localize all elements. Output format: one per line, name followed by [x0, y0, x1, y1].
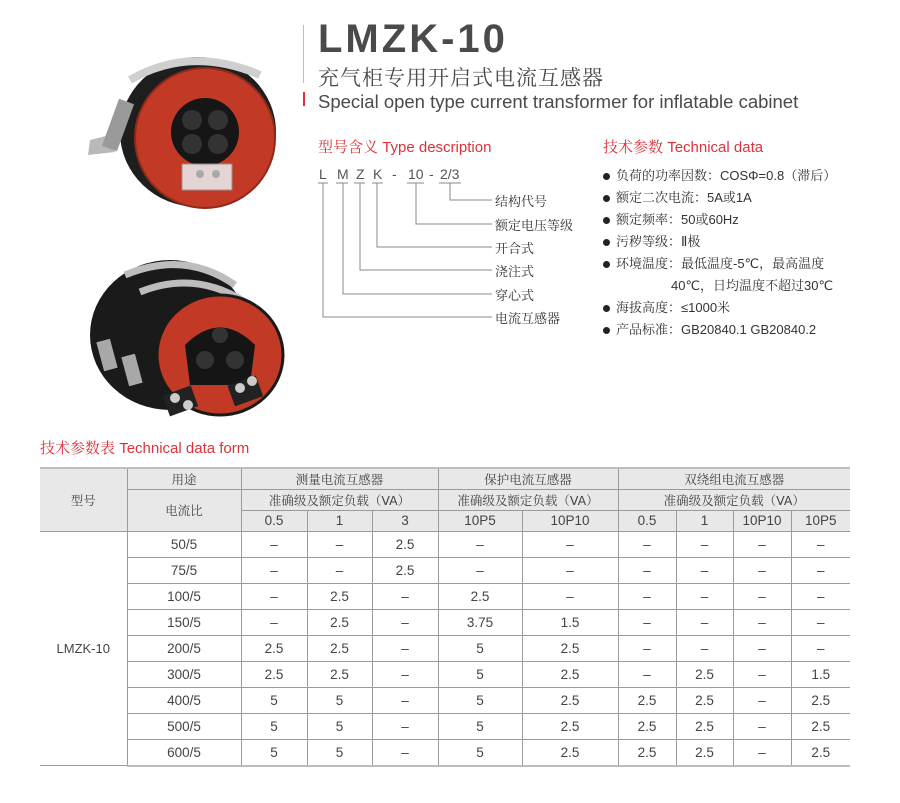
table-row: [40, 714, 850, 740]
value-cell: –: [438, 557, 522, 583]
table-row: [40, 661, 850, 687]
table-row: [40, 740, 850, 766]
type-code-diagram: [310, 160, 600, 330]
value-cell: –: [522, 583, 618, 609]
value-cell: 5: [307, 688, 372, 714]
label-split-core: 开合式: [495, 242, 535, 257]
ratio-cell: 400/5: [127, 688, 241, 714]
table-row: [40, 583, 850, 609]
value-cell: 2.5: [241, 635, 307, 661]
value-cell: 2.5: [522, 635, 618, 661]
value-cell: –: [372, 635, 438, 661]
value-cell: 2.5: [676, 714, 733, 740]
col-header: 1: [676, 510, 733, 531]
col-header: 10P10: [733, 510, 791, 531]
technical-data-list: [603, 165, 883, 341]
value-cell: –: [618, 531, 676, 557]
value-cell: 5: [241, 688, 307, 714]
value-cell: –: [676, 557, 733, 583]
value-cell: –: [241, 557, 307, 583]
ratio-cell: 75/5: [127, 557, 241, 583]
value-cell: –: [618, 557, 676, 583]
value-cell: –: [522, 531, 618, 557]
product-title-cn: 充气柜专用开启式电流互感器: [318, 66, 604, 90]
value-cell: 1.5: [791, 661, 850, 687]
value-cell: 2.5: [676, 688, 733, 714]
value-cell: –: [372, 609, 438, 635]
title-accent-bar: [303, 92, 305, 106]
model-cell: LMZK-10: [40, 531, 127, 766]
value-cell: 5: [241, 740, 307, 766]
value-cell: –: [307, 557, 372, 583]
value-cell: 5: [438, 661, 522, 687]
value-cell: 2.5: [307, 635, 372, 661]
header-group-dual-winding: 双绕组电流互感器: [618, 468, 850, 489]
value-cell: 5: [438, 740, 522, 766]
value-cell: –: [618, 609, 676, 635]
value-cell: –: [733, 531, 791, 557]
ratio-cell: 500/5: [127, 714, 241, 740]
value-cell: 2.5: [241, 661, 307, 687]
tech-item-secondary-current: 额定二次电流：5A或1A: [603, 187, 883, 209]
code-dash-1: -: [392, 166, 397, 182]
tech-item-power-factor: 负荷的功率因数：COSΦ=0.8（滞后）: [603, 165, 883, 187]
title-divider: [303, 25, 304, 83]
value-cell: 2.5: [307, 609, 372, 635]
value-cell: 2.5: [307, 583, 372, 609]
value-cell: –: [372, 688, 438, 714]
col-header: 3: [372, 510, 438, 531]
technical-data-form-heading: [40, 437, 249, 458]
leader-lines: [310, 160, 600, 330]
label-bushing-type: 穿心式: [495, 289, 535, 304]
value-cell: –: [438, 531, 522, 557]
technical-data-table: [40, 467, 850, 767]
value-cell: –: [733, 609, 791, 635]
col-header: 1: [307, 510, 372, 531]
value-cell: –: [241, 531, 307, 557]
table-row: [40, 557, 850, 583]
table-row: [40, 688, 850, 714]
table-row: [40, 531, 850, 557]
ratio-cell: 50/5: [127, 531, 241, 557]
value-cell: –: [372, 740, 438, 766]
value-cell: –: [676, 531, 733, 557]
header-accuracy-measuring: 准确级及额定负载（VA）: [241, 489, 438, 510]
col-header: 10P10: [522, 510, 618, 531]
col-header: 0.5: [241, 510, 307, 531]
value-cell: 2.5: [618, 714, 676, 740]
type-description-heading: [318, 136, 491, 157]
value-cell: 5: [307, 740, 372, 766]
col-header: 10P5: [791, 510, 850, 531]
value-cell: 5: [438, 714, 522, 740]
code-part-z: Z: [356, 166, 365, 182]
value-cell: –: [307, 531, 372, 557]
value-cell: –: [618, 583, 676, 609]
value-cell: –: [676, 635, 733, 661]
ratio-cell: 300/5: [127, 661, 241, 687]
header-accuracy-protection: 准确级及额定负载（VA）: [438, 489, 618, 510]
value-cell: –: [676, 609, 733, 635]
value-cell: –: [618, 661, 676, 687]
code-part-m: M: [337, 166, 349, 182]
value-cell: –: [733, 635, 791, 661]
value-cell: –: [241, 583, 307, 609]
heading-en: Type description: [382, 139, 492, 156]
ratio-cell: 200/5: [127, 635, 241, 661]
value-cell: 2.5: [438, 583, 522, 609]
heading-en: Technical data form: [119, 440, 250, 457]
technical-data-heading: [603, 136, 763, 157]
tech-item-ambient-temp: 环境温度：最低温度-5℃，最高温度: [603, 253, 883, 275]
value-cell: –: [733, 583, 791, 609]
value-cell: 5: [438, 635, 522, 661]
header-group-protection: 保护电流互感器: [438, 468, 618, 489]
heading-cn: 技术参数: [603, 138, 664, 156]
value-cell: –: [791, 557, 850, 583]
value-cell: 2.5: [791, 740, 850, 766]
label-rated-voltage: 额定电压等级: [495, 219, 574, 234]
value-cell: –: [522, 557, 618, 583]
value-cell: 1.5: [522, 609, 618, 635]
ratio-cell: 100/5: [127, 583, 241, 609]
value-cell: 2.5: [676, 740, 733, 766]
col-header: 0.5: [618, 510, 676, 531]
tech-item-standard: 产品标准：GB20840.1 GB20840.2: [603, 319, 883, 341]
heading-cn: 型号含义: [318, 138, 379, 156]
value-cell: 2.5: [522, 661, 618, 687]
value-cell: 2.5: [791, 714, 850, 740]
value-cell: –: [733, 661, 791, 687]
value-cell: 2.5: [372, 557, 438, 583]
tech-item-pollution-level: 污秽等级：Ⅱ极: [603, 231, 883, 253]
value-cell: –: [241, 609, 307, 635]
header-ratio: 电流比: [127, 489, 241, 531]
value-cell: 2.5: [791, 688, 850, 714]
header-accuracy-dual: 准确级及额定负载（VA）: [618, 489, 850, 510]
heading-en: Technical data: [667, 139, 764, 156]
code-part-23: 2/3: [440, 166, 460, 182]
value-cell: –: [733, 714, 791, 740]
value-cell: –: [372, 714, 438, 740]
code-part-10: 10: [408, 166, 424, 182]
header-model: 型号: [40, 468, 127, 531]
model-title: LMZK-10: [318, 17, 508, 61]
label-structure-code: 结构代号: [495, 195, 548, 210]
cylindrical-ct-photo: [70, 240, 290, 420]
tech-item-ambient-temp-cont: 40℃，日均温度不超过30℃: [671, 278, 834, 293]
value-cell: 2.5: [372, 531, 438, 557]
value-cell: –: [733, 688, 791, 714]
value-cell: –: [791, 531, 850, 557]
value-cell: –: [372, 661, 438, 687]
value-cell: –: [733, 557, 791, 583]
ratio-cell: 150/5: [127, 609, 241, 635]
value-cell: –: [618, 635, 676, 661]
value-cell: 2.5: [618, 740, 676, 766]
value-cell: –: [791, 609, 850, 635]
value-cell: 5: [438, 688, 522, 714]
value-cell: –: [791, 635, 850, 661]
tech-item-altitude: 海拔高度：≤1000米: [603, 297, 883, 319]
product-title-en: Special open type current transformer for inflatable cabinet: [318, 91, 799, 112]
table-row: [40, 609, 850, 635]
value-cell: 5: [241, 714, 307, 740]
value-cell: 2.5: [522, 714, 618, 740]
open-type-ct-photo: [70, 40, 290, 210]
value-cell: 2.5: [522, 740, 618, 766]
header-group-measuring: 测量电流互感器: [241, 468, 438, 489]
label-current-transformer: 电流互感器: [495, 312, 561, 327]
col-header: 10P5: [438, 510, 522, 531]
code-part-k: K: [373, 166, 383, 182]
value-cell: 2.5: [522, 688, 618, 714]
value-cell: 2.5: [307, 661, 372, 687]
table-body: [40, 531, 850, 766]
value-cell: –: [676, 583, 733, 609]
table-row: [40, 635, 850, 661]
value-cell: 2.5: [618, 688, 676, 714]
header-usage: 用途: [127, 468, 241, 489]
label-cast-type: 浇注式: [495, 265, 535, 280]
value-cell: –: [791, 583, 850, 609]
value-cell: 2.5: [676, 661, 733, 687]
code-dash-2: -: [429, 166, 434, 182]
heading-cn: 技术参数表: [40, 439, 116, 457]
code-part-l: L: [319, 166, 327, 182]
value-cell: 3.75: [438, 609, 522, 635]
tech-item-frequency: 额定频率：50或60Hz: [603, 209, 883, 231]
value-cell: –: [733, 740, 791, 766]
value-cell: 5: [307, 714, 372, 740]
ratio-cell: 600/5: [127, 740, 241, 766]
value-cell: –: [372, 583, 438, 609]
